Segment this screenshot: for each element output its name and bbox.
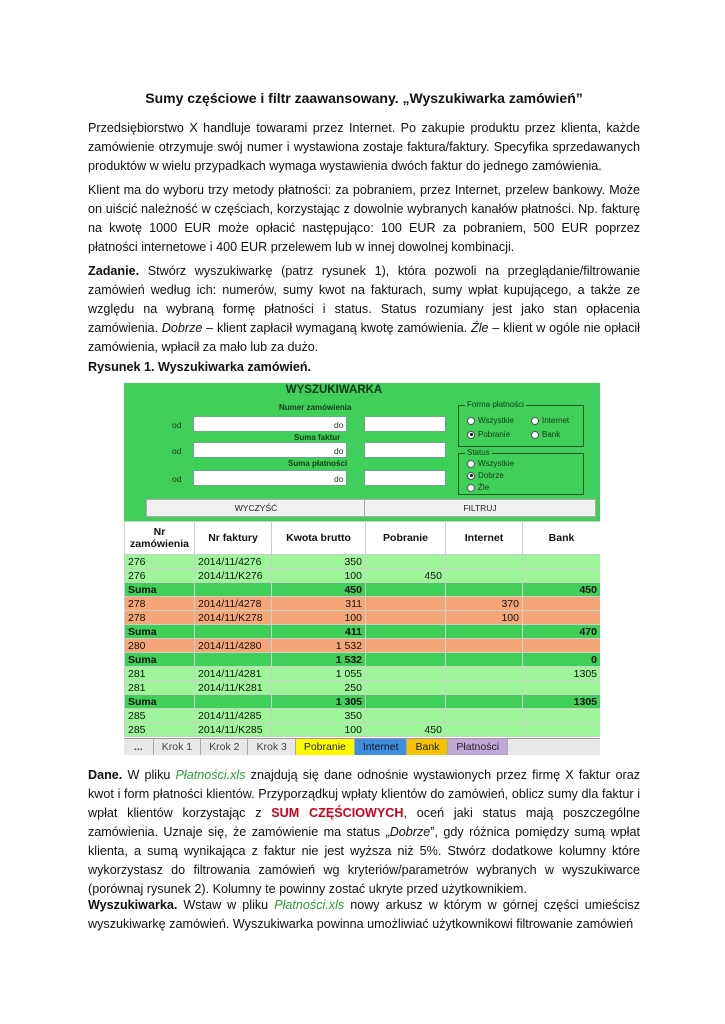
figure-caption: Rysunek 1. Wyszukiwarka zamówień.	[88, 360, 312, 374]
table-cell[interactable]: 0	[523, 653, 601, 667]
radio-circle-icon	[531, 431, 539, 439]
table-cell[interactable]: 250	[272, 681, 366, 695]
clear-button[interactable]: WYCZYŚĆ	[146, 499, 366, 517]
table-cell[interactable]: 450	[272, 583, 366, 597]
table-cell[interactable]: 2014/11/4280	[195, 639, 272, 653]
table-cell[interactable]: 450	[366, 569, 446, 583]
status-group	[458, 448, 584, 495]
table-cell[interactable]: 281	[125, 667, 195, 681]
table-cell[interactable]	[446, 583, 523, 597]
table-cell[interactable]	[523, 555, 601, 569]
radio-status-good[interactable]	[467, 471, 504, 480]
payment-to-input[interactable]	[364, 470, 446, 486]
table-cell[interactable]	[523, 569, 601, 583]
table-cell[interactable]: 285	[125, 723, 195, 737]
sheet-tab[interactable]: Krok 1	[154, 739, 201, 755]
table-cell[interactable]	[366, 639, 446, 653]
table-cell[interactable]	[446, 667, 523, 681]
table-cell[interactable]: 350	[272, 709, 366, 723]
do-label-3: do	[334, 474, 344, 484]
orders-table	[124, 521, 600, 737]
od-label-2: od	[172, 446, 182, 456]
table-cell[interactable]: 2014/11/4276	[195, 555, 272, 569]
table-cell[interactable]: 450	[523, 583, 601, 597]
table-cell[interactable]	[446, 723, 523, 737]
table-cell[interactable]	[446, 695, 523, 709]
search-lead: Wyszukiwarka.	[88, 898, 178, 912]
radio-label: Wszystkie	[478, 416, 514, 425]
radio-label: Wszystkie	[478, 459, 514, 468]
table-cell[interactable]	[366, 681, 446, 695]
table-cell[interactable]	[366, 555, 446, 569]
table-cell[interactable]: 2014/11/K285	[195, 723, 272, 737]
column-header: Internet	[446, 522, 523, 555]
data-sum-highlight: SUM CZĘŚCIOWYCH	[271, 806, 404, 820]
panel-title: WYSZUKIWARKA	[285, 384, 383, 396]
table-row	[125, 569, 601, 583]
search-panel	[124, 383, 600, 521]
table-cell[interactable]: 100	[446, 611, 523, 625]
task-text-2: – klient zapłacił wymaganą kwotę zamówienia.	[202, 321, 472, 335]
table-cell[interactable]	[366, 695, 446, 709]
payment-form-group	[458, 400, 584, 447]
search-text-2: nowy arkusz w którym w górnej części umieścisz wyszukiwarkę zamówień. Wyszukiwarka powinna umożliwiać użytkownikowi filtrowanie zamówień	[88, 898, 640, 931]
table-cell[interactable]: 2014/11/K276	[195, 569, 272, 583]
payment-sum-label: Suma płatności	[288, 459, 348, 468]
radio-circle-icon	[467, 460, 475, 468]
data-text-3: , oceń jaki status mają poszczególne zamówienia. Uznaje się, że zamówienie ma status „	[88, 806, 640, 839]
spreadsheet-figure	[124, 383, 600, 755]
radio-form-bank[interactable]	[531, 430, 560, 439]
sum-row	[125, 695, 601, 709]
table-cell[interactable]: 311	[272, 597, 366, 611]
order-number-label: Numer zamówienia	[279, 403, 352, 412]
table-cell[interactable]: 100	[272, 611, 366, 625]
radio-form-pobranie[interactable]	[467, 430, 510, 439]
table-cell[interactable]	[366, 709, 446, 723]
task-lead: Zadanie.	[88, 264, 140, 278]
table-cell[interactable]: 1 305	[272, 695, 366, 709]
table-cell[interactable]: 470	[523, 625, 601, 639]
paragraph-intro: Przedsiębiorstwo X handluje towarami przez Internet. Po zakupie produktu przez klienta, każde zamówienie otrzymuje swój numer i wystawiona zostaje faktura/faktury. Specyfika sprzedawanych produktów w wielu przypadkach wymaga wystawienia dwóch faktur do jednego zamówienia.	[88, 121, 640, 173]
table-cell[interactable]: Suma	[125, 625, 195, 639]
table-row	[125, 723, 601, 737]
order-to-input[interactable]	[364, 416, 446, 432]
table-cell[interactable]: Suma	[125, 653, 195, 667]
radio-checked-icon	[467, 431, 475, 439]
table-cell[interactable]	[366, 611, 446, 625]
payment-form-title: Forma płatności	[467, 400, 524, 409]
table-cell[interactable]	[446, 555, 523, 569]
filter-button[interactable]: FILTRUJ	[364, 499, 596, 517]
table-cell[interactable]: Suma	[125, 695, 195, 709]
sheet-tab[interactable]: Bank	[407, 739, 448, 755]
order-from-input[interactable]	[193, 416, 347, 432]
table-cell[interactable]: 285	[125, 709, 195, 723]
do-label-2: do	[334, 446, 344, 456]
invoice-sum-label: Suma faktur	[294, 433, 341, 442]
table-cell[interactable]: 370	[446, 597, 523, 611]
table-cell[interactable]	[195, 625, 272, 639]
table-cell[interactable]	[366, 653, 446, 667]
data-text-1: W pliku	[122, 768, 176, 782]
radio-label: Dobrze	[478, 471, 504, 480]
table-cell[interactable]	[446, 569, 523, 583]
do-label-1: do	[334, 420, 344, 430]
table-cell[interactable]: 1 532	[272, 653, 366, 667]
table-cell[interactable]	[523, 681, 601, 695]
od-label-1: od	[172, 420, 182, 430]
radio-label: Internet	[542, 416, 570, 425]
table-cell[interactable]: 1 532	[272, 639, 366, 653]
column-header: Bank	[523, 522, 601, 555]
table-cell[interactable]: 281	[125, 681, 195, 695]
task-text-1: Stwórz wyszukiwarkę (patrz rysunek 1), która pozwoli na przeglądanie/filtrowanie zamówień według ich: numerów, sumy kwot na fakturach, sumy wpłat kupującego, a także ze względu na wybraną formę płatności i status. Status rozumiany jest jako stan opłacenia zamówienia.	[88, 264, 640, 335]
page-title: Sumy częściowe i filtr zaawansowany. „Wyszukiwarka zamówień”	[145, 90, 583, 106]
table-row	[125, 709, 601, 723]
table-cell[interactable]: 1 055	[272, 667, 366, 681]
task-good: Dobrze	[161, 321, 203, 335]
status-title: Status	[467, 448, 490, 457]
table-cell[interactable]: 1305	[523, 695, 601, 709]
radio-form-internet[interactable]	[531, 416, 569, 425]
sheet-tab[interactable]: Krok 3	[248, 739, 295, 755]
task-bad: Źle	[471, 321, 489, 335]
table-cell[interactable]: 450	[366, 723, 446, 737]
invoice-from-input[interactable]	[193, 442, 347, 458]
sheet-tab[interactable]: Krok 2	[201, 739, 248, 755]
search-text-1: Wstaw w pliku	[177, 898, 275, 912]
table-cell[interactable]	[446, 625, 523, 639]
radio-checked-icon	[467, 472, 475, 480]
table-cell[interactable]	[446, 709, 523, 723]
table-row	[125, 611, 601, 625]
radio-circle-icon	[467, 417, 475, 425]
column-header: Nr zamówienia	[125, 522, 195, 555]
radio-circle-icon	[531, 417, 539, 425]
column-header: Nr faktury	[195, 522, 272, 555]
radio-status-bad[interactable]	[467, 483, 489, 492]
sheet-tab[interactable]: ...	[124, 739, 154, 755]
table-cell[interactable]: 100	[272, 723, 366, 737]
data-lead: Dane.	[88, 768, 123, 782]
table-cell[interactable]	[195, 583, 272, 597]
data-file-name: Płatności.xls	[175, 768, 246, 782]
table-cell[interactable]: 411	[272, 625, 366, 639]
paragraph-payment-methods: Klient ma do wyboru trzy metody płatności: za pobraniem, przez Internet, przelew bankowy. Może on uiścić należność w częściach, korzystając z dowolnie wybranych kanałów płatności. Np. fakturę na kwotę 1000 EUR może opłacić następująco: 100 EUR za pobraniem, 500 EUR poprzez płatności internetowe i 400 EUR przelewem lub w innej dowolnej kombinacji.	[88, 183, 640, 254]
table-cell[interactable]	[523, 709, 601, 723]
table-cell[interactable]: Suma	[125, 583, 195, 597]
table-cell[interactable]	[523, 597, 601, 611]
table-cell[interactable]: 278	[125, 611, 195, 625]
paragraph-data	[88, 766, 640, 899]
paragraph-task	[88, 262, 640, 357]
sum-row	[125, 625, 601, 639]
sheet-tab[interactable]: Pobranie	[296, 739, 355, 755]
table-cell[interactable]: 276	[125, 569, 195, 583]
radio-form-all[interactable]	[467, 416, 514, 425]
table-cell[interactable]	[523, 639, 601, 653]
sheet-tab[interactable]: Płatności	[448, 739, 508, 755]
table-cell[interactable]: 2014/11/K278	[195, 611, 272, 625]
od-label-3: od	[172, 474, 182, 484]
table-body	[125, 555, 601, 737]
table-cell[interactable]	[446, 639, 523, 653]
table-cell[interactable]	[446, 653, 523, 667]
data-good: Dobrze	[389, 825, 431, 839]
radio-label: Pobranie	[478, 430, 511, 439]
sheet-tab[interactable]: Internet	[355, 739, 408, 755]
column-header: Pobranie	[366, 522, 446, 555]
radio-circle-icon	[467, 484, 475, 492]
table-cell[interactable]: 1305	[523, 667, 601, 681]
data-text-4: ”, gdy różnica pomiędzy sumą wpłat klienta, a sumą wynikająca z faktur nie jest wyższa niż 5%. Stwórz dodatkowe kolumny które wykorzystasz do filtrowania zamówień wg kryteriów/parametrów wybranych w wyszukiwarce (porównaj rysunek 2). Kolumny te powinny zostać ukryte przed użytkownikiem.	[88, 825, 640, 896]
table-cell[interactable]: 2014/11/4285	[195, 709, 272, 723]
table-cell[interactable]	[366, 667, 446, 681]
invoice-to-input[interactable]	[364, 442, 446, 458]
search-file-name: Płatności.xls	[274, 898, 345, 912]
table-cell[interactable]	[366, 597, 446, 611]
table-cell[interactable]: 276	[125, 555, 195, 569]
column-header: Kwota brutto	[272, 522, 366, 555]
table-row	[125, 639, 601, 653]
table-cell[interactable]	[195, 653, 272, 667]
task-text-3: – klient w ogóle nie opłacił zamówienia, wpłacił za mało lub za dużo.	[88, 321, 640, 354]
table-row	[125, 597, 601, 611]
table-cell[interactable]	[523, 611, 601, 625]
table-cell[interactable]	[523, 723, 601, 737]
table-cell[interactable]: 2014/11/4281	[195, 667, 272, 681]
table-cell[interactable]: 280	[125, 639, 195, 653]
table-cell[interactable]: 2014/11/4278	[195, 597, 272, 611]
table-header-row	[125, 522, 601, 555]
sum-row	[125, 583, 601, 597]
table-cell[interactable]: 2014/11/K281	[195, 681, 272, 695]
table-cell[interactable]	[366, 625, 446, 639]
table-cell[interactable]	[446, 681, 523, 695]
table-cell[interactable]: 100	[272, 569, 366, 583]
sum-row	[125, 653, 601, 667]
radio-label: Bank	[542, 430, 561, 439]
table-cell[interactable]: 350	[272, 555, 366, 569]
payment-from-input[interactable]	[193, 470, 347, 486]
table-row	[125, 681, 601, 695]
table-row	[125, 555, 601, 569]
data-text-2: znajdują się dane odnośnie wystawionych przez firmę X faktur oraz kwot i form płatności klientów. Przyporządkuj wpłaty klientów do zamówień, oblicz sumy dla faktur i wpłat klientów korzystając z	[88, 768, 640, 820]
radio-status-all[interactable]	[467, 459, 514, 468]
sheet-tabs	[124, 738, 600, 755]
paragraph-search	[88, 896, 640, 934]
table-cell[interactable]	[366, 583, 446, 597]
table-row	[125, 667, 601, 681]
table-cell[interactable]	[195, 695, 272, 709]
table-cell[interactable]: 278	[125, 597, 195, 611]
radio-label: Źle	[478, 483, 490, 492]
